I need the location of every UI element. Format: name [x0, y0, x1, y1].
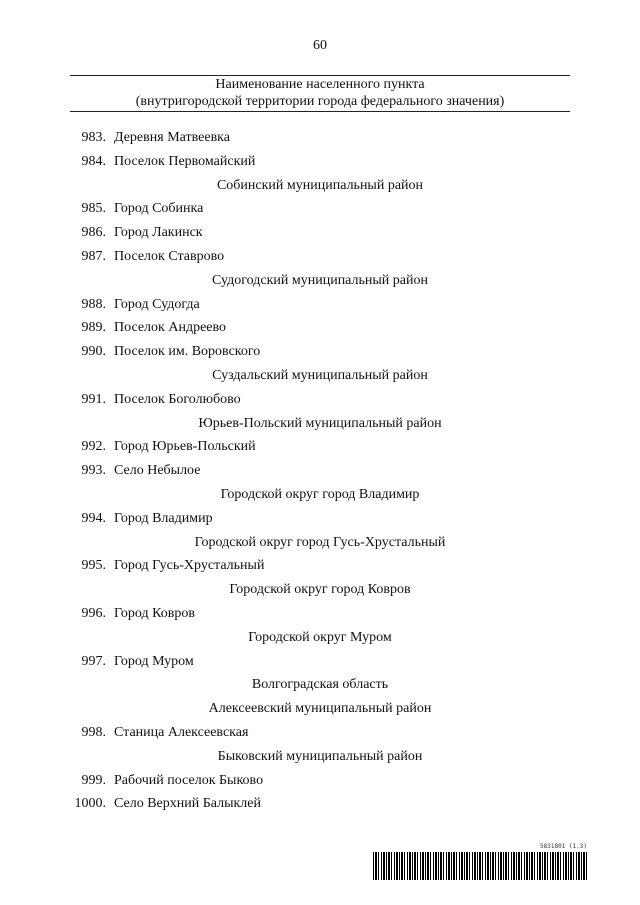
list-item-number: 989. [81, 320, 106, 336]
list-item [0, 792, 640, 816]
section-heading-title: Суздальский муниципальный район [212, 367, 428, 383]
list-item [0, 554, 640, 578]
settlement-list [0, 126, 640, 816]
list-item-number: 988. [81, 296, 106, 312]
column-header-line-2: (внутригородской территории города федерального значения) [135, 94, 505, 109]
list-item [0, 197, 640, 221]
header-bottom-rule [70, 111, 570, 112]
section-heading-title: Собинский муниципальный район [216, 177, 424, 193]
list-item-name: Поселок им. Воровского [114, 344, 261, 360]
list-item-number: 996. [81, 605, 106, 621]
list-item [0, 150, 640, 174]
list-item [0, 459, 640, 483]
list-item-number: 991. [81, 391, 106, 407]
list-item-name: Город Владимир [114, 510, 213, 526]
section-heading [0, 673, 640, 697]
list-item-name: Поселок Первомайский [114, 153, 256, 169]
list-item [0, 293, 640, 317]
section-heading [0, 531, 640, 555]
list-item-number: 983. [81, 130, 106, 145]
list-item-name: Деревня Матвеевка [114, 130, 230, 145]
list-item-name: Город Лакинск [114, 225, 203, 241]
list-item [0, 769, 640, 793]
section-heading-title: Быковский муниципальный район [217, 748, 423, 764]
list-item-number: 987. [81, 248, 106, 264]
section-heading-title: Алексеевский муниципальный район [208, 701, 432, 717]
column-header-line-1: Наименование населенного пункта [215, 77, 425, 92]
section-heading-title: Городской округ город Гусь-Хрустальный [194, 534, 446, 550]
list-item-number: 990. [81, 344, 106, 360]
list-item [0, 650, 640, 674]
list-item [0, 721, 640, 745]
list-item-name: Город Муром [114, 653, 194, 669]
list-item [0, 388, 640, 412]
list-item [0, 340, 640, 364]
barcode-icon [373, 852, 587, 880]
list-item-number: 986. [81, 225, 106, 241]
section-heading-title: Городской округ город Владимир [220, 486, 420, 502]
list-item [0, 507, 640, 531]
section-heading [0, 626, 640, 650]
section-heading [0, 745, 640, 769]
list-item-number: 995. [81, 558, 106, 574]
list-item-name: Город Судогда [114, 296, 200, 312]
list-item [0, 126, 640, 150]
list-item-number: 999. [81, 772, 106, 788]
list-item [0, 221, 640, 245]
section-heading-title: Городской округ город Ковров [229, 582, 411, 598]
section-heading [0, 578, 640, 602]
section-heading [0, 412, 640, 436]
section-heading-title: Юрьев-Польский муниципальный район [198, 415, 442, 431]
section-heading [0, 174, 640, 198]
section-heading [0, 483, 640, 507]
section-heading-title: Судогодский муниципальный район [212, 272, 428, 288]
barcode-code-text: 5831801 (1.3) [540, 843, 587, 850]
list-item-number: 1000. [74, 796, 106, 812]
section-heading-title: Городской округ Муром [248, 629, 392, 645]
list-item-name: Город Юрьев-Польский [114, 439, 256, 455]
list-item-name: Село Небылое [114, 463, 201, 479]
list-item-name: Поселок Андреево [114, 320, 227, 336]
list-item [0, 435, 640, 459]
list-item-name: Город Ковров [114, 605, 195, 621]
list-item-name: Город Собинка [114, 201, 204, 217]
list-item-number: 997. [81, 653, 106, 669]
list-item-number: 992. [81, 439, 106, 455]
list-item-name: Город Гусь-Хрустальный [114, 558, 265, 574]
section-heading [0, 364, 640, 388]
section-heading [0, 269, 640, 293]
footer-barcode-block [373, 843, 587, 881]
list-item-name: Поселок Боголюбово [114, 391, 241, 407]
list-item-number: 998. [81, 724, 106, 740]
list-item-name: Станица Алексеевская [114, 724, 249, 740]
section-heading-title: Волгоградская область [251, 677, 389, 693]
list-item-name: Рабочий поселок Быково [114, 772, 264, 788]
list-item-name: Село Верхний Балыклей [114, 796, 261, 812]
list-item-number: 994. [81, 510, 106, 526]
list-item-name: Поселок Ставрово [114, 248, 225, 264]
list-item [0, 602, 640, 626]
list-item-number: 985. [81, 201, 106, 217]
section-heading [0, 697, 640, 721]
list-item-number: 993. [81, 463, 106, 479]
list-item-number: 984. [81, 153, 106, 169]
list-item [0, 316, 640, 340]
list-item [0, 245, 640, 269]
page-number: 60 [313, 38, 327, 53]
